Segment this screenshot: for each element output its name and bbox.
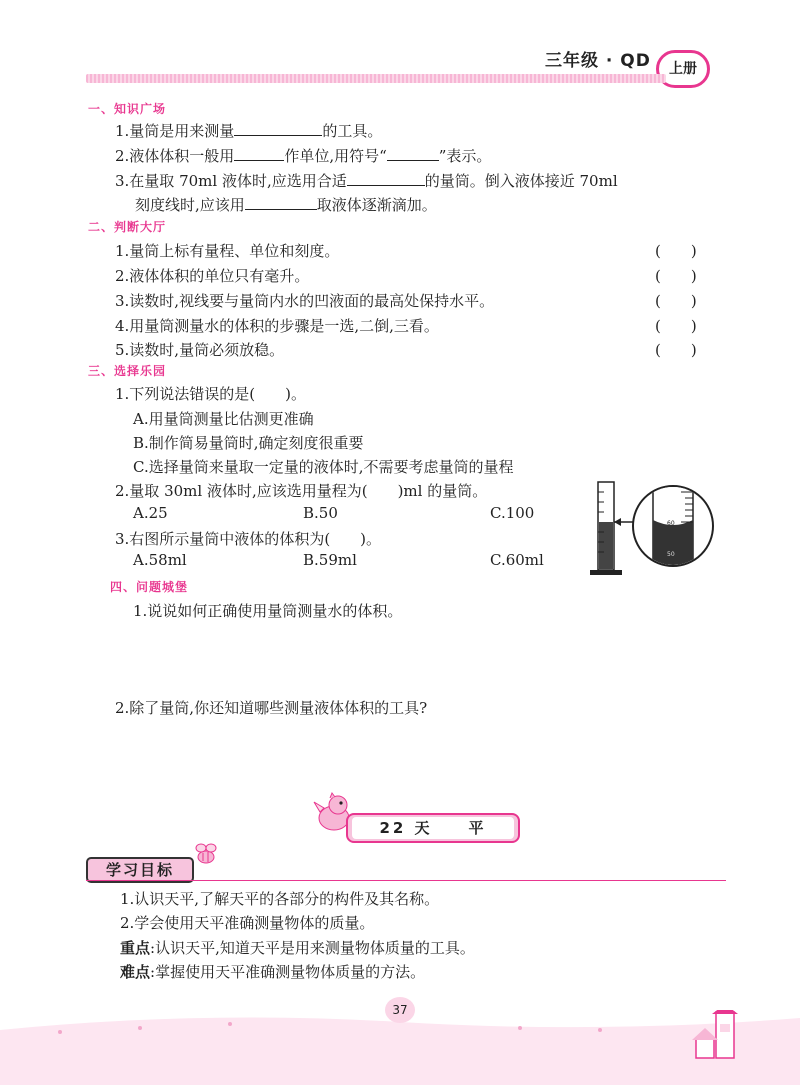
answer-blank[interactable] <box>347 171 425 186</box>
volume-badge: 上册 <box>656 50 710 88</box>
answer-paren[interactable]: ( ) <box>655 242 697 260</box>
difficult-point: 难点:掌握使用天平准确测量物体质量的方法。 <box>120 963 426 981</box>
section-title-choice: 三、选择乐园 <box>88 364 167 378</box>
s3-question-1: 1.下列说法错误的是( )。 <box>115 385 307 403</box>
s1-question-3-cont: 刻度线时,应该用 取液体逐渐滴加。 <box>135 196 437 214</box>
section-title-problems: 四、问题城堡 <box>110 580 189 594</box>
lesson-number: 22 <box>379 819 407 837</box>
s1-question-3: 3.在量取 70ml 液体时,应选用合适 的量筒。倒入液体接近 70ml <box>115 172 618 190</box>
section-title-knowledge: 一、知识广场 <box>88 102 167 116</box>
bee-icon <box>192 840 220 868</box>
answer-blank[interactable] <box>245 195 317 210</box>
key-point: 重点:认识天平,知道天平是用来测量物体质量的工具。 <box>120 939 475 957</box>
learning-goals-label: 学习目标 <box>86 857 194 883</box>
s3-question-2: 2.量取 30ml 液体时,应该选用量程为( )ml 的量筒。 <box>115 482 488 500</box>
grade-label: 三年级 · QD <box>545 51 651 71</box>
measuring-cylinder-figure <box>585 478 715 580</box>
s4-question-1: 1.说说如何正确使用量筒测量水的体积。 <box>133 602 403 620</box>
s3-q1-option-c[interactable]: C.选择量筒来量取一定量的液体时,不需要考虑量筒的量程 <box>133 458 514 476</box>
lesson-title <box>352 817 514 839</box>
answer-paren[interactable]: ( ) <box>655 267 697 285</box>
goal-1: 1.认识天平,了解天平的各部分的构件及其名称。 <box>120 890 440 908</box>
s1-question-2: 2.液体体积一般用 作单位,用符号“ ”表示。 <box>115 147 492 165</box>
answer-paren[interactable]: ( ) <box>655 292 697 310</box>
s3-q2-option-b[interactable]: B.50 <box>303 504 338 522</box>
lesson-name: 天 平 <box>414 819 487 837</box>
answer-paren[interactable]: ( ) <box>655 341 697 359</box>
s3-question-3: 3.右图所示量筒中液体的体积为( )。 <box>115 530 382 548</box>
s2-item-5: 5.读数时,量筒必须放稳。 <box>115 341 285 359</box>
s3-q2-option-c[interactable]: C.100 <box>490 504 535 522</box>
s2-item-4: 4.用量筒测量水的体积的步骤是一选,二倒,三看。 <box>115 317 439 335</box>
s1-question-1: 1.量筒是用来测量 的工具。 <box>115 122 383 140</box>
s3-q3-option-c[interactable]: C.60ml <box>490 551 544 569</box>
section-title-judge: 二、判断大厅 <box>88 220 167 234</box>
s3-q3-option-a[interactable]: A.58ml <box>133 551 187 569</box>
figure-label-60: 60 <box>667 520 675 527</box>
answer-blank[interactable] <box>234 146 284 161</box>
s3-q1-option-b[interactable]: B.制作简易量筒时,确定刻度很重要 <box>133 434 364 452</box>
s3-q2-option-a[interactable]: A.25 <box>133 504 168 522</box>
goals-divider <box>86 880 726 881</box>
s2-item-3: 3.读数时,视线要与量筒内水的凹液面的最高处保持水平。 <box>115 292 495 310</box>
page-number: 37 <box>385 997 415 1023</box>
answer-paren[interactable]: ( ) <box>655 317 697 335</box>
s3-q1-option-a[interactable]: A.用量筒测量比估测更准确 <box>133 410 314 428</box>
header-bar <box>86 74 666 83</box>
answer-blank[interactable] <box>234 121 322 136</box>
s2-item-2: 2.液体体积的单位只有毫升。 <box>115 267 310 285</box>
figure-label-50: 50 <box>667 551 675 558</box>
s2-item-1: 1.量筒上标有量程、单位和刻度。 <box>115 242 340 260</box>
s3-q3-option-b[interactable]: B.59ml <box>303 551 357 569</box>
answer-blank[interactable] <box>387 146 439 161</box>
goal-2: 2.学会使用天平准确测量物体的质量。 <box>120 914 375 932</box>
s4-question-2: 2.除了量筒,你还知道哪些测量液体体积的工具? <box>115 699 428 717</box>
